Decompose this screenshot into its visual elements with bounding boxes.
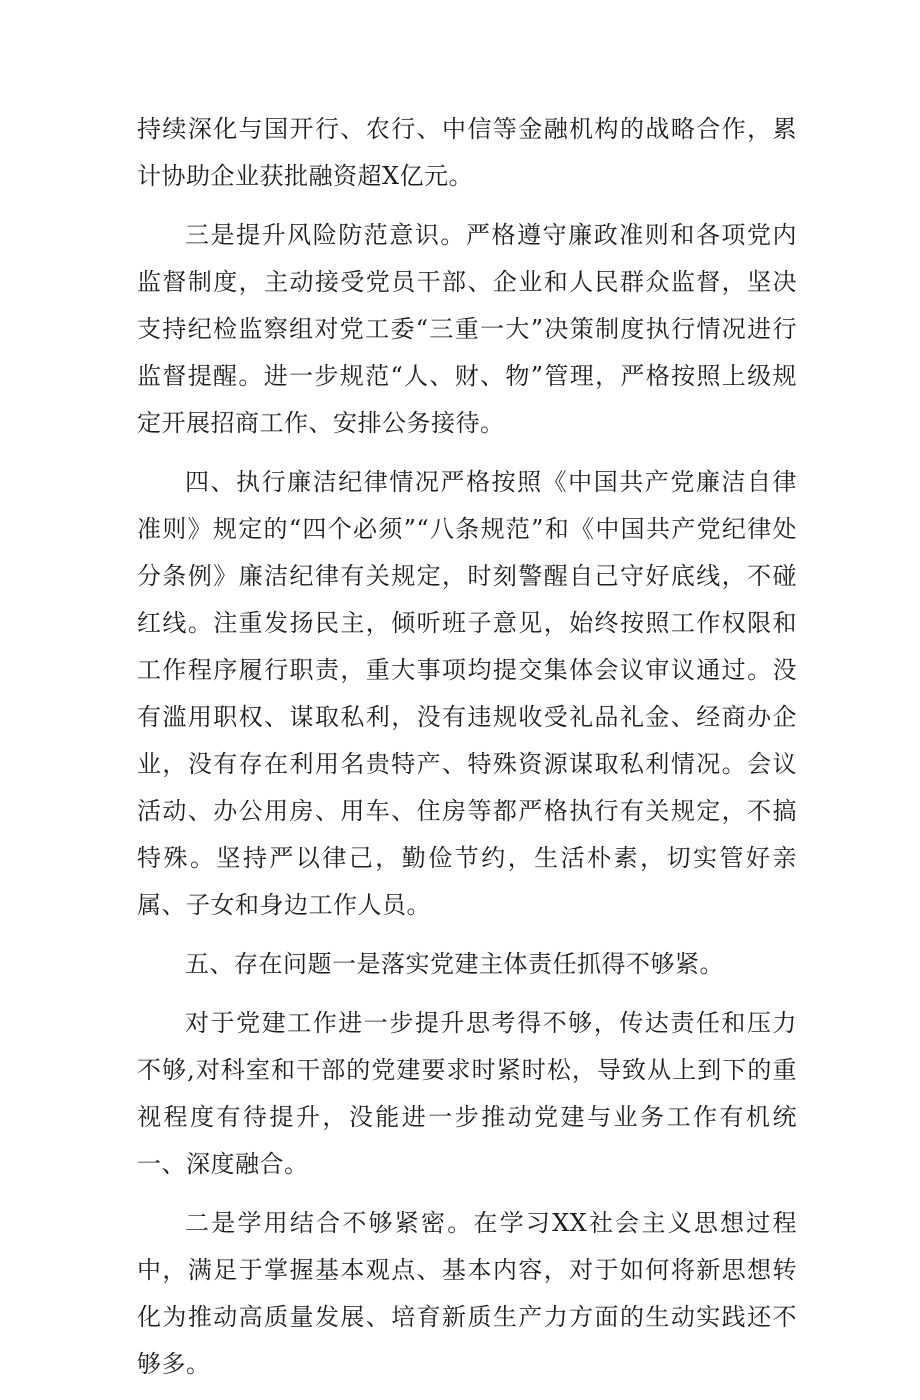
paragraph-financing-cooperation: 持续深化与国开行、农行、中信等金融机构的战略合作，累计协助企业获批融资超X亿元。 bbox=[137, 115, 797, 190]
paragraph-study-application: 二是学用结合不够紧密。在学习XX社会主义思想过程中，满足于掌握基本观点、基本内容，对于如何将新思想转化为推动高质量发展、培育新质生产力方面的生动实践还不够多。 bbox=[137, 1209, 797, 1378]
paragraph-risk-prevention: 三是提升风险防范意识。严格遵守廉政准则和各项党内监督制度，主动接受党员干部、企业和人民群众监督，坚决支持纪检监察组对党工委“三重一大”决策制度执行情况进行监督提醒。进一步规范“人、财、物”管理，严格按照上级规定开展招商工作、安排公务接待。 bbox=[137, 221, 797, 437]
document-body bbox=[137, 106, 797, 1400]
paragraph-existing-problems: 五、存在问题一是落实党建主体责任抓得不够紧。 bbox=[185, 950, 724, 978]
paragraph-integrity-discipline: 四、执行廉洁纪律情况严格按照《中国共产党廉洁自律准则》规定的“四个必须”“八条规范”和《中国共产党纪律处分条例》廉洁纪律有关规定，时刻警醒自己守好底线，不碰红线。注重发扬民主，倾听班子意见，始终按照工作权限和工作程序履行职责，重大事项均提交集体会议审议通过。没有滥用职权、谋取私利，没有违规收受礼品礼金、经商办企业，没有存在利用名贵特产、特殊资源谋取私利情况。会议活动、办公用房、用车、住房等都严格执行有关规定，不搞特殊。坚持严以律己，勤俭节约，生活朴素，切实管好亲属、子女和身边工作人员。 bbox=[137, 468, 797, 919]
paragraph-party-building-issues: 对于党建工作进一步提升思考得不够，传达责任和压力不够,对科室和干部的党建要求时紧时松，导致从上到下的重视程度有待提升，没能进一步推动党建与业务工作有机统一、深度融合。 bbox=[137, 1009, 797, 1178]
